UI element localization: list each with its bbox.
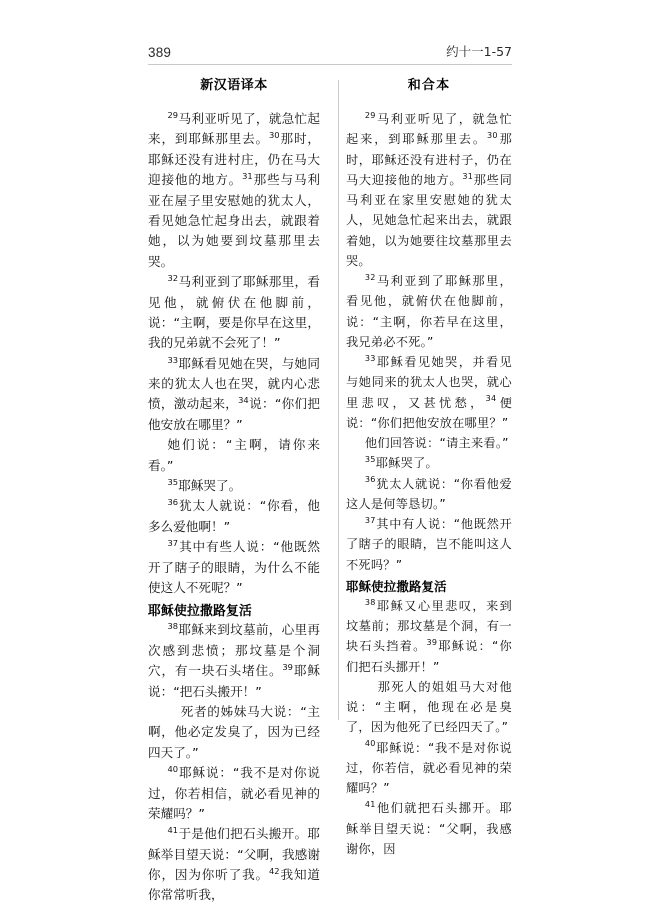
verse-number: 37 <box>167 538 179 549</box>
verse-number: 40 <box>364 739 376 749</box>
verse-paragraph: 那死人的姐姐马大对他说：“主啊，他现在必是臭了，因为他死了已经四天了。” <box>346 679 512 735</box>
verse-paragraph: 她们说：“主啊，请你来看。” <box>148 437 320 473</box>
verse-paragraph: 死者的姊妹马大说：“主啊，他必定发臭了，因为已经四天了。” <box>148 703 320 760</box>
verse-number: 35 <box>364 455 376 465</box>
verse-number: 38 <box>167 621 179 632</box>
verse-paragraph: $^{35}$耶稣哭了。 <box>167 476 242 494</box>
verse-number: 33 <box>364 353 376 363</box>
column-left <box>148 74 332 903</box>
verse-number: 31 <box>462 171 474 181</box>
page-number: 389 <box>148 45 172 60</box>
verse-paragraph: $^{41}$他们就把石头挪开。耶稣举目望天说：“父啊，我感谢你，因 <box>346 800 512 856</box>
verse-number: 40 <box>167 763 179 774</box>
verse-paragraph: $^{37}$其中有些人说：“他既然开了瞎子的眼睛，为什么不能使这人不死呢？” <box>148 538 320 595</box>
verse-number: 41 <box>167 825 179 836</box>
verse-paragraph: $^{36}$犹太人就说：“你看他爱这人是何等恳切。” <box>346 475 512 511</box>
verse-paragraph: $^{36}$犹太人就说：“你看，他多么爱他啊！” <box>148 497 320 534</box>
verse-paragraph: $^{32}$马利亚到了耶稣那里，看见他，就俯伏在他脚前，说：“主啊，你若早在这里，我兄弟必不死。” <box>346 272 512 349</box>
verse-number: 38 <box>364 597 376 607</box>
verse-number: 30 <box>268 130 280 141</box>
verse-number: 36 <box>167 497 179 508</box>
verse-number: 29 <box>167 109 179 120</box>
verse-number: 37 <box>364 515 376 525</box>
verse-number: 39 <box>426 638 438 648</box>
verse-paragraph: $^{32}$马利亚到了耶稣那里，看见他，就俯伏在他脚前，说：“主啊，要是你早在这里，我的兄弟就不会死了！” <box>148 272 320 351</box>
verse-number: 33 <box>167 354 179 365</box>
column-left-title: 新汉语译本 <box>200 78 268 93</box>
column-right-title: 和合本 <box>407 78 451 93</box>
verse-paragraph: $^{40}$耶稣说：“我不是对你说过，你若信，就必看见神的荣耀吗？” <box>346 739 512 795</box>
verse-paragraph: $^{35}$耶稣哭了。 <box>364 455 438 471</box>
column-right <box>332 74 513 856</box>
verse-paragraph: $^{37}$其中有人说：“他既然开了瞎子的眼睛，岂不能叫这人不死吗？” <box>346 515 512 572</box>
verse-number: 30 <box>487 131 498 141</box>
verse-number: 31 <box>242 170 253 181</box>
verse-paragraph: $^{38}$耶稣又心里悲叹，来到坟墓前；那坟墓是个洞，有一块石头挡着。$^{39}$耶稣说：“你们把石头挪开！” <box>346 597 512 674</box>
verse-number: 34 <box>238 395 249 406</box>
parallel-columns <box>148 74 513 903</box>
column-left-body <box>148 109 320 906</box>
verse-number: 29 <box>364 110 376 120</box>
scripture-reference: 约十一1-57 <box>446 44 512 59</box>
section-heading: 耶稣使拉撒路复活 <box>148 604 252 620</box>
verse-number: 42 <box>268 865 280 876</box>
verse-paragraph: $^{38}$耶稣来到坟墓前，心里再次感到悲愤；那坟墓是个洞穴，有一块石头堵住。$^{39}$耶稣说：“把石头搬开！” <box>148 621 321 699</box>
column-right-body <box>346 109 512 859</box>
verse-paragraph: 他们回答说：“请主来看。” <box>364 436 509 450</box>
verse-paragraph: $^{33}$耶稣看见她哭，并看见与她同来的犹太人也哭，就心里悲叹，又甚忧愁，$^{34}$便说：“你们把他安放在哪里？” <box>346 353 513 430</box>
verse-paragraph: $^{33}$耶稣看见她在哭，与她同来的犹太人也在哭，就内心悲愤，激动起来，$^{34}$说：“你们把他安放在哪里？” <box>148 354 320 432</box>
verse-number: 35 <box>167 476 179 487</box>
verse-paragraph: $^{40}$耶稣说：“我不是对你说过，你若相信，就必看见神的荣耀吗？” <box>148 763 320 821</box>
verse-number: 39 <box>282 661 293 672</box>
verse-number: 36 <box>364 475 376 485</box>
section-heading: 耶稣使拉撒路复活 <box>346 578 447 594</box>
running-head <box>148 42 512 65</box>
verse-number: 32 <box>167 272 179 283</box>
verse-paragraph: $^{29}$马利亚听见了，就急忙起来，到耶稣那里去。$^{30}$那时，耶稣还没有进村庄，仍在马大迎接他的地方。$^{31}$那些与马利亚在屋子里安慰她的犹太人，看见她急忙起身出去，就跟着她，以为她要到坟墓那里去哭。 <box>148 109 321 269</box>
verse-number: 34 <box>485 394 497 404</box>
verse-paragraph: $^{29}$马利亚听见了，就急忙起来，到耶稣那里去。$^{30}$那时，耶稣还没有进村子，仍在马大迎接他的地方。$^{31}$那些同马利亚在家里安慰她的犹太人，见她急忙起来出去，就跟着她，以为她要往坟墓那里去哭。 <box>346 110 513 268</box>
verse-paragraph: $^{41}$于是他们把石头搬开。耶稣举目望天说：“父啊，我感谢你，因为你听了我。$^{42}$我知道你常常听我， <box>148 825 321 903</box>
verse-number: 41 <box>364 800 376 810</box>
verse-number: 32 <box>364 272 376 282</box>
